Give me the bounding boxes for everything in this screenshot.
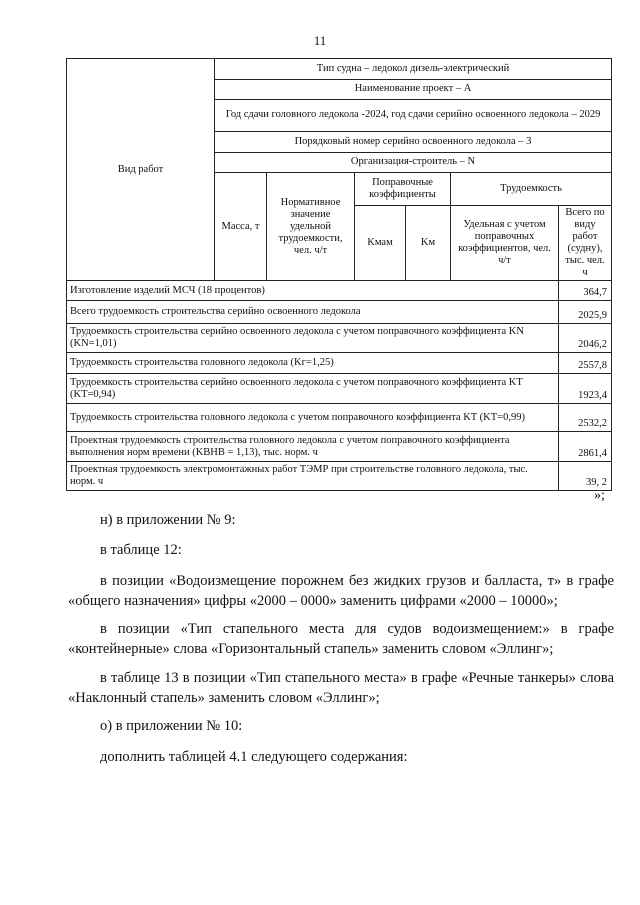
row-value: 2861,4 [559,432,612,462]
table-row [67,432,612,462]
row-label: Проектная трудоемкость электромонтажных работ TЭМР при строительстве головного ледокола, тыс. норм. ч [67,462,559,491]
table-row [67,404,612,432]
header-k-m: Kм [406,206,451,281]
closing-quote-mark: »; [594,488,605,503]
table-row [67,353,612,374]
row-value: 1923,4 [559,374,612,404]
table-row [67,301,612,324]
header-trudoemkost: Трудоемкость [451,173,612,206]
paragraph: в позиции «Тип стапельного места для судов водоизмещением:» в графе «контейнерные» слова «Горизонтальный стапель» заменить словом «Эллинг»; [68,621,614,658]
labor-intensity-table [66,58,612,491]
paragraph: н) в приложении № 9: [100,512,236,528]
row-label: Трудоемкость строительства головного ледокола (Kг=1,25) [67,353,559,374]
header-organizaciya: Организация-строитель – N [215,153,612,173]
header-god-sdachi: Год сдачи головного ледокола -2024, год сдачи серийно освоенного ледокола – 2029 [215,100,612,132]
header-normativ: Нормативное значение удельной трудоемкости, чел. ч/т [267,173,355,281]
row-value: 364,7 [559,281,612,301]
page-number: 11 [313,33,327,48]
row-value: 39, 2 [559,462,612,491]
header-massa: Масса, т [215,173,267,281]
header-naimenovanie: Наименование проект – А [215,80,612,100]
header-poryadkovy-nomer: Порядковый номер серийно освоенного ледокола – 3 [215,132,612,153]
row-label: Проектная трудоемкость строительства головного ледокола с учетом поправочного коэффициента выполнения норм времени (KВНВ = 1,13), тыс. норм. ч [67,432,559,462]
row-label: Изготовление изделий МСЧ (18 процентов) [67,281,559,301]
header-udelnaya: Удельная с учетом поправочных коэффициентов, чел. ч/т [451,206,559,281]
amendment-text [68,510,614,775]
table-row [67,324,612,353]
row-label: Трудоемкость строительства серийно освоенного ледокола с учетом поправочного коэффициента KT (KT=0,94) [67,374,559,404]
table-row [67,281,612,301]
header-vsego: Всего по виду работ (судну), тыс. чел. ч [559,206,612,281]
paragraph: в позиции «Водоизмещение порожнем без жидких грузов и балласта, т» в графе «общего назначения» цифры «2000 – 0000» заменить цифрами «2000 – 10000»; [68,572,614,609]
row-value: 2532,2 [559,404,612,432]
table-row [67,462,612,491]
paragraph: в таблице 12: [100,542,182,559]
paragraph: дополнить таблицей 4.1 следующего содержания: [100,748,408,765]
header-vid-rabot: Вид работ [67,59,215,281]
row-label: Всего трудоемкость строительства серийно освоенного ледокола [67,301,559,324]
table-row [67,374,612,404]
header-tip-sudna: Тип судна – ледокол дизель-электрический [215,59,612,80]
paragraph: в таблице 13 в позиции «Тип стапельного места» в графе «Речные танкеры» слова «Наклонный стапель» заменить словом «Эллинг»; [68,669,614,707]
row-label: Трудоемкость строительства серийно освоенного ледокола с учетом поправочного коэффициента KN (KN=1,01) [67,324,559,353]
row-value: 2046,2 [559,324,612,353]
row-value: 2557,8 [559,353,612,374]
row-label: Трудоемкость строительства головного ледокола с учетом поправочного коэффициента KT (KT=0,99) [67,404,559,432]
paragraph: о) в приложении № 10: [100,718,243,735]
row-value: 2025,9 [559,301,612,324]
header-k-mam: Kмам [355,206,406,281]
header-popravochnye: Поправочные коэффициенты [355,173,451,206]
